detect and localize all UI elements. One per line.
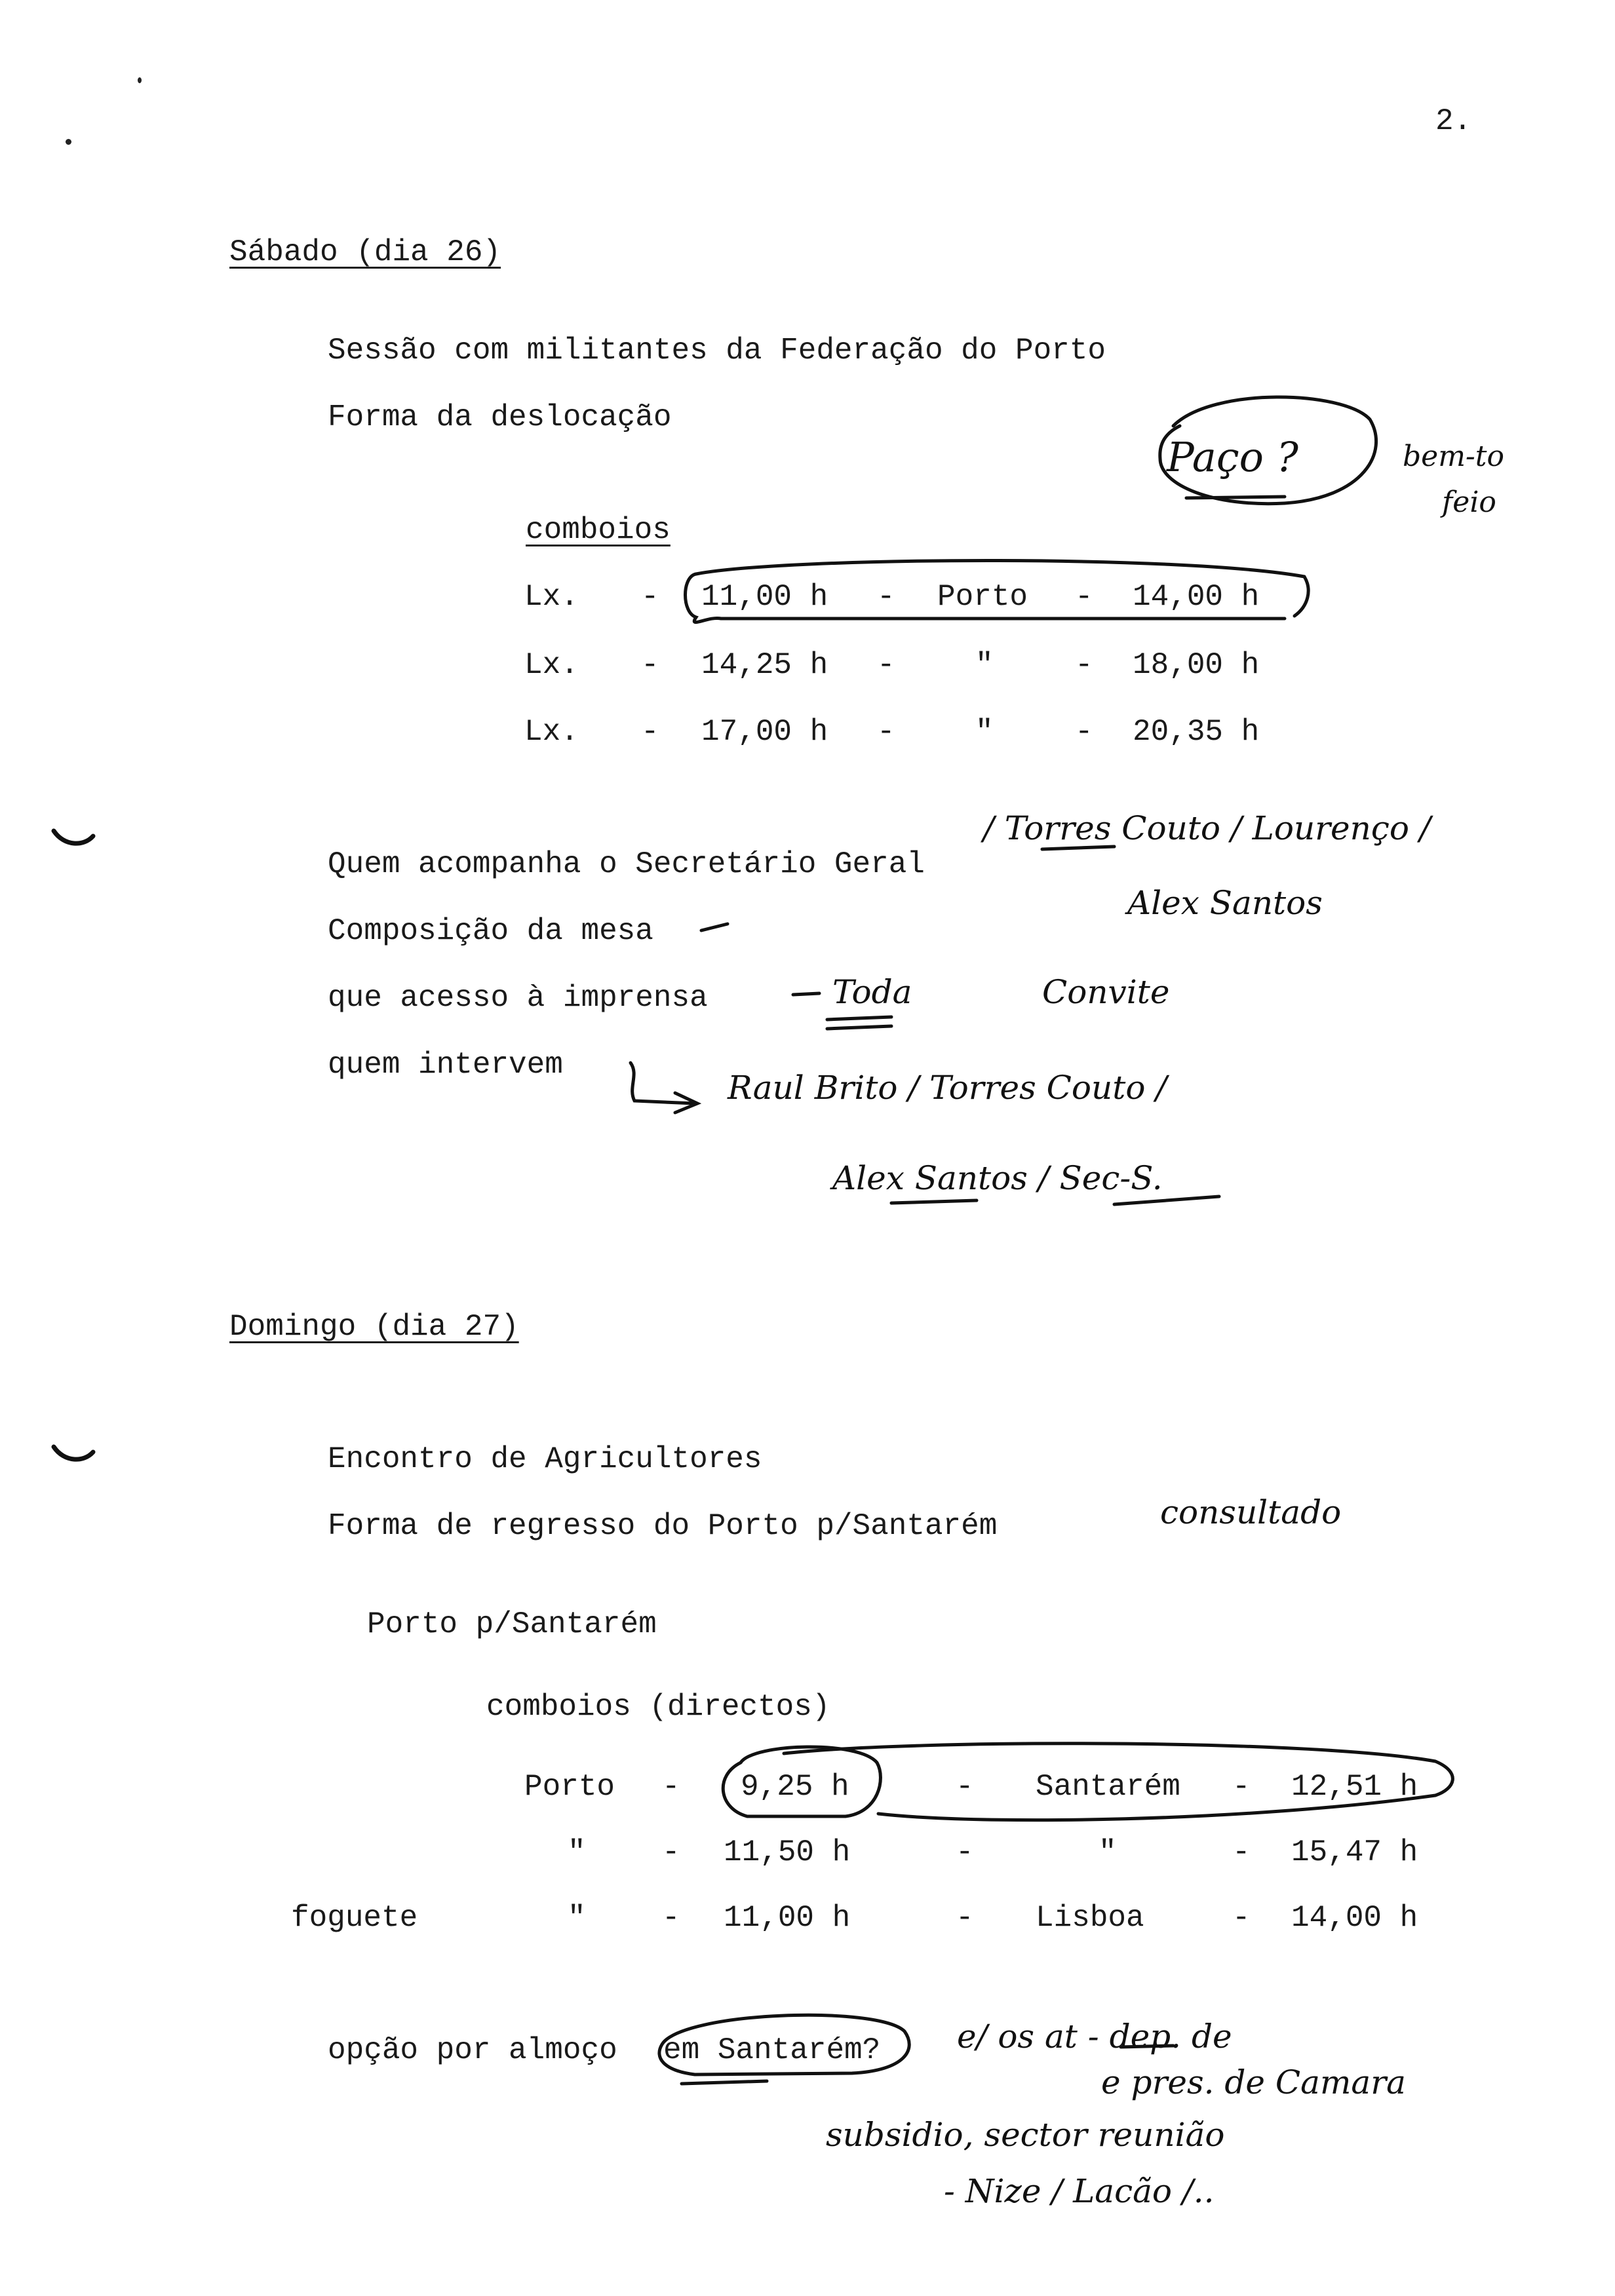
handwritten-companions-2: Alex Santos — [1127, 884, 1323, 922]
handwritten-lunch-1: e/ os at - dep. de — [957, 2018, 1232, 2056]
train-destination: " — [1099, 1835, 1117, 1869]
train-separator: - — [641, 580, 659, 614]
train-arrive: 18,00 h — [1133, 648, 1260, 682]
sunday-return: Forma de regresso do Porto p/Santarém — [328, 1509, 998, 1543]
train-separator: - — [662, 1901, 680, 1935]
train-separator: - — [956, 1835, 974, 1869]
dash-mark — [793, 993, 819, 995]
train-separator: - — [1232, 1901, 1251, 1935]
train-separator: - — [877, 580, 895, 614]
underline-mark — [1186, 497, 1285, 498]
train-from: Lx. — [524, 648, 579, 682]
saturday-press-access: que acesso à imprensa — [328, 981, 708, 1015]
dash-mark — [701, 924, 728, 930]
arrow-mark — [631, 1063, 695, 1103]
sunday-lunch-place: em Santarém? — [663, 2033, 881, 2067]
train-from: Porto — [524, 1770, 615, 1804]
underline-mark — [891, 1200, 977, 1203]
scan-speck — [66, 139, 71, 145]
handwritten-press-2: Convite — [1042, 973, 1170, 1011]
train-separator: - — [1075, 580, 1093, 614]
train-from: Lx. — [524, 580, 579, 614]
underline-mark — [682, 2081, 767, 2084]
handwritten-lunch-3: subsidio, sector reunião — [826, 2116, 1225, 2154]
saturday-speakers: quem intervem — [328, 1048, 563, 1082]
sunday-lunch-option: opção por almoço — [328, 2033, 617, 2067]
train-depart: 11,00 h — [724, 1901, 851, 1935]
train-from: Lx. — [524, 715, 579, 749]
handwritten-press-1: Toda — [832, 973, 912, 1011]
handwritten-note-top-2: feio — [1442, 486, 1496, 519]
sunday-meeting: Encontro de Agricultores — [328, 1442, 762, 1476]
sunday-heading: Domingo (dia 27) — [229, 1310, 519, 1344]
train-separator: - — [877, 648, 895, 682]
underline-mark — [1114, 1196, 1219, 1204]
underline-mark — [827, 1026, 891, 1029]
train-destination: Porto — [937, 580, 1028, 614]
underline-mark — [827, 1017, 891, 1020]
train-separator: - — [1232, 1770, 1251, 1804]
arrow-mark — [675, 1093, 697, 1113]
scan-speck — [138, 77, 142, 83]
train-label: foguete — [291, 1901, 418, 1935]
train-separator: - — [662, 1835, 680, 1869]
saturday-trains-label: comboios — [526, 513, 671, 547]
handwritten-lunch-2: e pres. de Camara — [1101, 2063, 1406, 2101]
train-depart: 17,00 h — [701, 715, 828, 749]
train-from: " — [568, 1901, 586, 1935]
margin-mark — [54, 831, 93, 843]
handwritten-speakers-1: Raul Brito / Torres Couto / — [728, 1069, 1167, 1107]
page-number: 2. — [1435, 104, 1472, 138]
train-depart: 9,25 h — [741, 1770, 849, 1804]
train-arrive: 14,00 h — [1291, 1901, 1418, 1935]
margin-mark — [54, 1447, 93, 1459]
train-separator: - — [662, 1770, 680, 1804]
handwritten-speakers-2: Alex Santos / Sec-S. — [832, 1159, 1163, 1197]
train-depart: 14,25 h — [701, 648, 828, 682]
train-arrive: 15,47 h — [1291, 1835, 1418, 1869]
train-destination: Santarém — [1036, 1770, 1180, 1804]
train-arrive: 14,00 h — [1133, 580, 1260, 614]
train-separator: - — [1232, 1835, 1251, 1869]
saturday-session: Sessão com militantes da Federação do Porto — [328, 334, 1106, 368]
sunday-route: Porto p/Santarém — [367, 1607, 657, 1641]
train-separator: - — [956, 1770, 974, 1804]
train-separator: - — [641, 715, 659, 749]
train-destination: " — [975, 648, 994, 682]
train-arrive: 12,51 h — [1291, 1770, 1418, 1804]
handwritten-note-top-1: bem-to — [1403, 440, 1504, 473]
saturday-travel: Forma da deslocação — [328, 400, 672, 434]
train-destination: Lisboa — [1036, 1901, 1144, 1935]
saturday-heading: Sábado (dia 26) — [229, 235, 501, 269]
sunday-trains-label: comboios (directos) — [486, 1690, 830, 1724]
handwritten-companions-1: / Torres Couto / Lourenço / — [983, 809, 1431, 847]
handwritten-circled-note: Paço ? — [1167, 433, 1298, 481]
train-separator: - — [877, 715, 895, 749]
handwritten-lunch-4: - Nize / Lacão /.. — [944, 2172, 1215, 2210]
handwritten-return-note: consultado — [1160, 1493, 1342, 1531]
train-separator: - — [1075, 648, 1093, 682]
train-destination: " — [975, 715, 994, 749]
train-depart: 11,50 h — [724, 1835, 851, 1869]
train-separator: - — [956, 1901, 974, 1935]
saturday-companions: Quem acompanha o Secretário Geral — [328, 847, 925, 881]
saturday-table-composition: Composição da mesa — [328, 914, 653, 948]
train-arrive: 20,35 h — [1133, 715, 1260, 749]
train-depart: 11,00 h — [701, 580, 828, 614]
train-separator: - — [1075, 715, 1093, 749]
train-separator: - — [641, 648, 659, 682]
train-from: " — [568, 1835, 586, 1869]
